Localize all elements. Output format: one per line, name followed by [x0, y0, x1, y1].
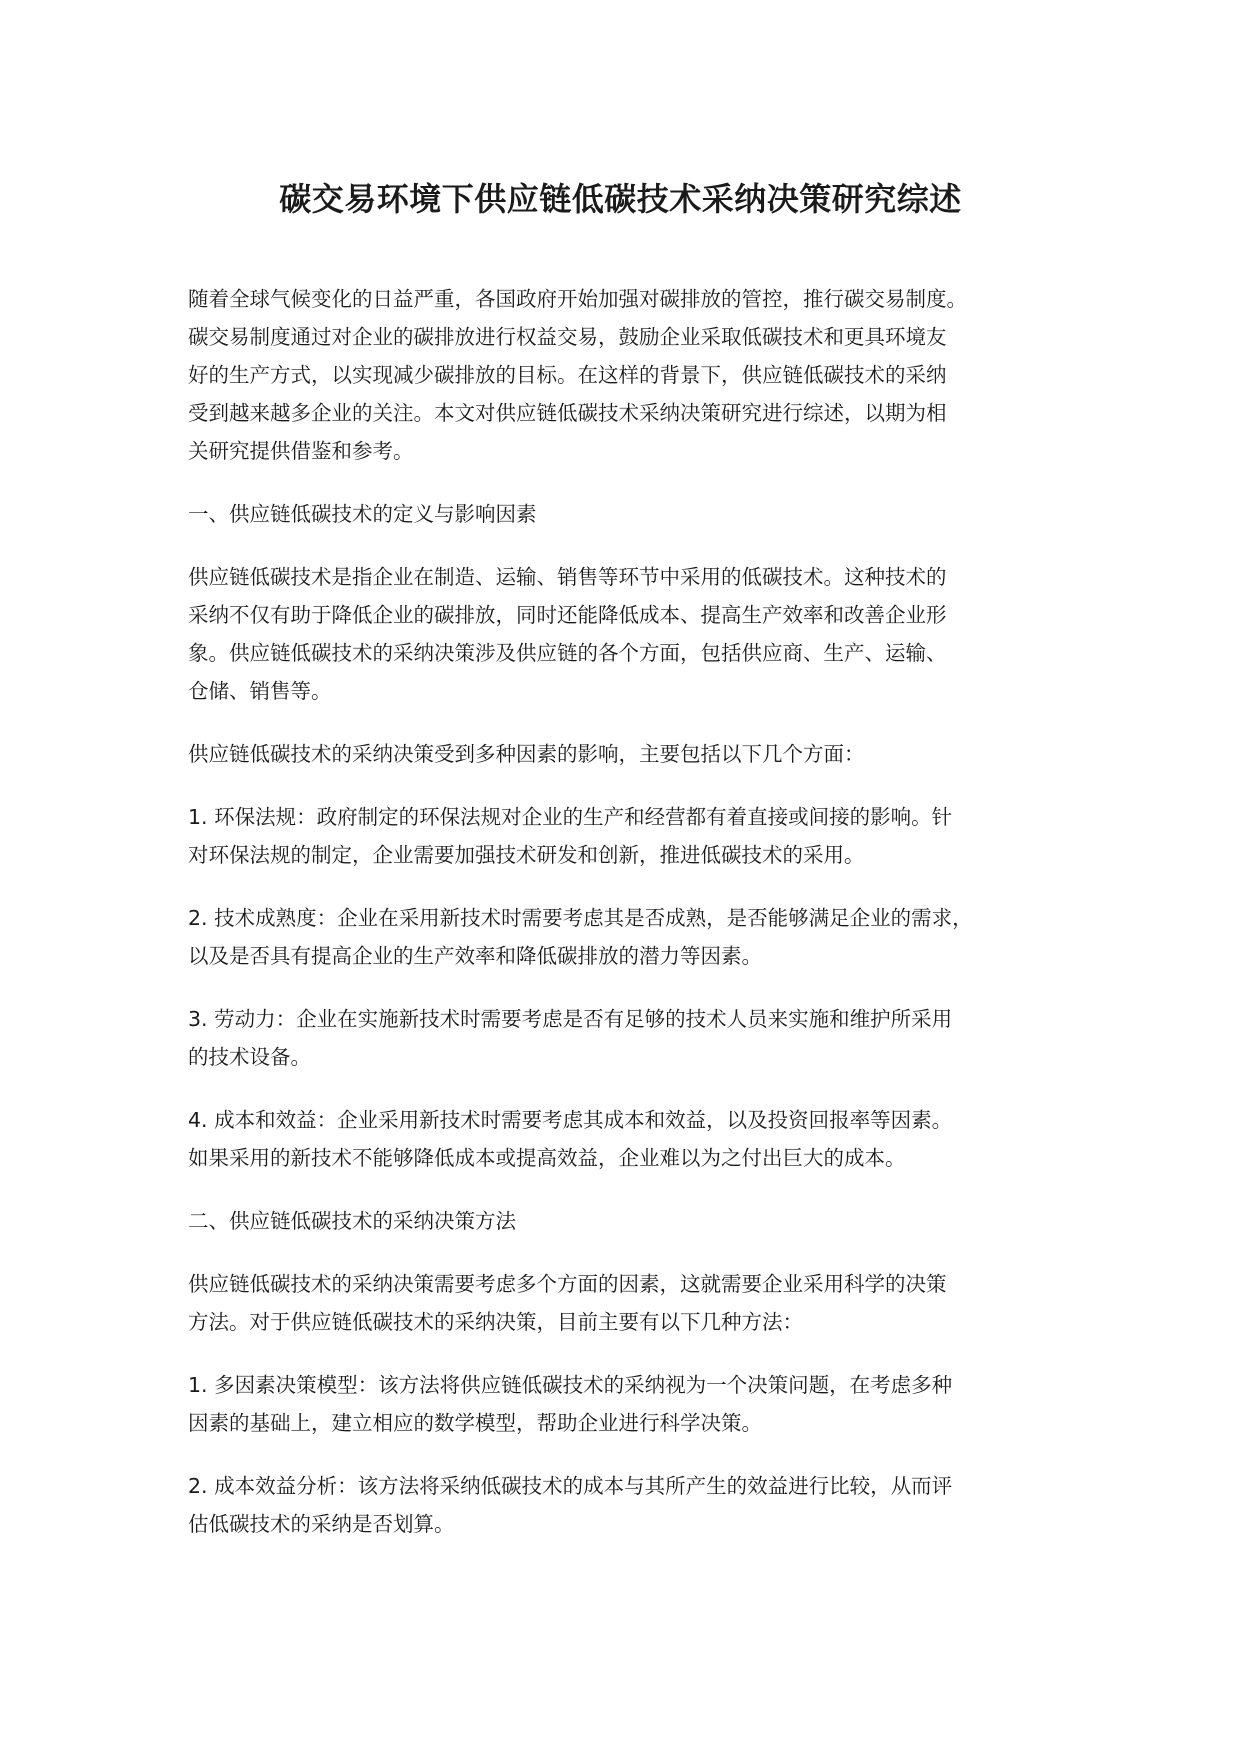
- section-2-item-1: 1. 多因素决策模型：该方法将供应链低碳技术的采纳视为一个决策问题，在考虑多种 因素的基础上，建立相应的数学模型，帮助企业进行科学决策。: [188, 1373, 953, 1435]
- intro-paragraph: 随着全球气候变化的日益严重，各国政府开始加强对碳排放的管控，推行碳交易制度。 碳交易制度通过对企业的碳排放进行权益交易，鼓励企业采取低碳技术和更具环境友 好的生产方式，以实现减少碳排放的目标。在这样的背景下，供应链低碳技术的采纳 受到越来越多企业的关注。本文对供应链低碳技术采纳决策研究进行综述，以期为相 关研究提供借鉴和参考。: [188, 287, 967, 463]
- section-2-heading: 二、供应链低碳技术的采纳决策方法: [188, 1209, 516, 1233]
- section-2-paragraph-1: 供应链低碳技术的采纳决策需要考虑多个方面的因素，这就需要企业采用科学的决策 方法。对于供应链低碳技术的采纳决策，目前主要有以下几种方法：: [188, 1272, 947, 1334]
- document-title: 碳交易环境下供应链低碳技术采纳决策研究综述: [279, 180, 962, 218]
- document-body: [188, 280, 1078, 1568]
- section-1-item-1: 1. 环保法规：政府制定的环保法规对企业的生产和经营都有着直接或间接的影响。针 对环保法规的制定，企业需要加强技术研发和创新，推进低碳技术的采用。: [188, 805, 953, 867]
- section-2-item-2: 2. 成本效益分析：该方法将采纳低碳技术的成本与其所产生的效益进行比较，从而评 估低碳技术的采纳是否划算。: [188, 1474, 953, 1536]
- section-1-paragraph-1: 供应链低碳技术是指企业在制造、运输、销售等环节中采用的低碳技术。这种技术的 采纳不仅有助于降低企业的碳排放，同时还能降低成本、提高生产效率和改善企业形 象。供应链低碳技术的采纳决策涉及供应链的各个方面，包括供应商、生产、运输、 仓储、销售等。: [188, 565, 947, 703]
- section-1-item-2: 2. 技术成熟度：企业在采用新技术时需要考虑其是否成熟，是否能够满足企业的需求， 以及是否具有提高企业的生产效率和降低碳排放的潜力等因素。: [188, 906, 973, 968]
- section-1-item-3: 3. 劳动力：企业在实施新技术时需要考虑是否有足够的技术人员来实施和维护所采用 的技术设备。: [188, 1007, 953, 1069]
- section-1-heading: 一、供应链低碳技术的定义与影响因素: [188, 502, 537, 526]
- section-1-item-4: 4. 成本和效益：企业采用新技术时需要考虑其成本和效益，以及投资回报率等因素。 如果采用的新技术不能够降低成本或提高效益，企业难以为之付出巨大的成本。: [188, 1108, 953, 1170]
- section-1-paragraph-2: 供应链低碳技术的采纳决策受到多种因素的影响，主要包括以下几个方面：: [188, 742, 865, 766]
